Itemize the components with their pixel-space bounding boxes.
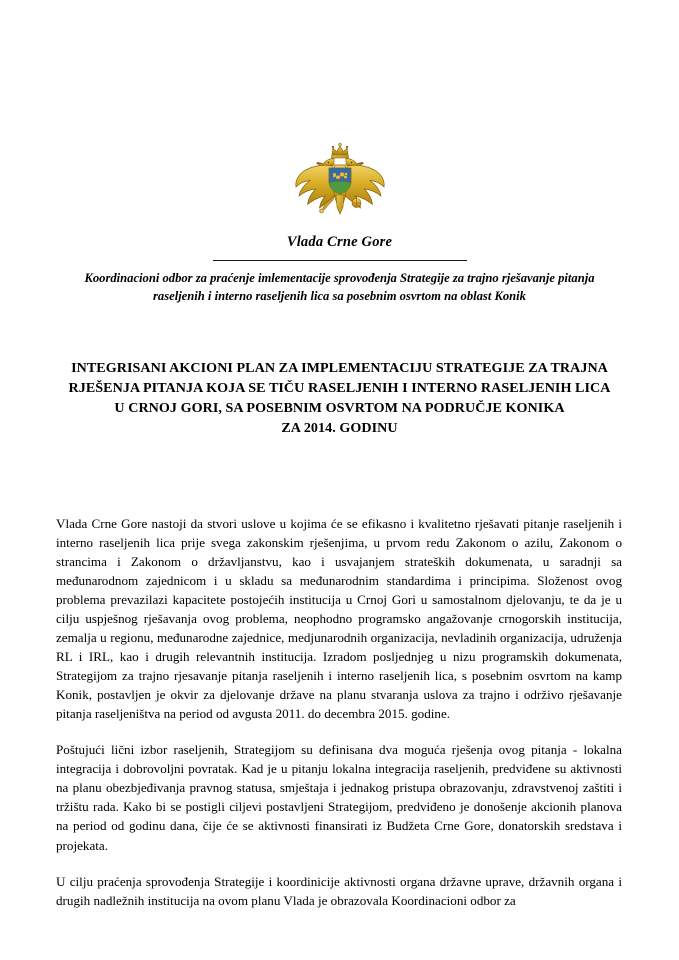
crown-icon xyxy=(331,143,348,158)
title-line: ZA 2014. GODINU xyxy=(281,419,398,436)
paragraph: Vlada Crne Gore nastoji da stvori uslove u kojima će se efikasno i kvalitetno rješavati pitanje raseljenih i interno raseljenih lica prije svega zakonskim rješenjima, u prvom redu Zakonom o azilu, Zakonom o strancima i Zakonom o državljanstvu, kao i usvajanjem strateških dokumenata, u saradnji sa međunarodnom zajednicom i u skladu sa međunarodnim standardima i principima. Složenost ovog problema prevazilazi kapacitete postojećih institucija u Crnoj Gori u samostalnom djelovanju, te da je u cilju uspješnog rješavanja ovog problema, neophodno programsko angažovanje crnogorskih institucija, zemalja u regionu, međunarodne zajednice, medjunarodnih organizacija, nevladinih organizacija, udruženja RL i IRL, kao i drugih relevantnih institucija. Izradom posljednjeg u nizu programskih dokumenata, Strategijom za trajno rjesavanje pitanja raseljenih i interno raseljenih lica, s posebnim osvrtom na kamp Konik, postavljen je okvir za djelovanje države na planu stvaranja uslova za trajno i održivo rješavanje pitanja raseljeništva na period od avgusta 2011. do decembra 2015. godine. xyxy=(56,515,622,722)
government-name: Vlada Crne Gore xyxy=(286,234,393,250)
paragraph: Poštujući lični izbor raseljenih, Strategijom su definisana dva moguća rješenja ovog pitanja - lokalna integracija i dobrovoljni povratak. Kad je u pitanju lokalna integracija raseljenih, predviđene su aktivnosti na planu obezbjeđivanja pravnog statusa, smještaja i jednakog pristupa obrazovanju, zdravstvenoj zaštiti i tržištu rada. Kako bi se postigli ciljevi postavljeni Strategijom, predviđeno je donošenje akcionih planova na period od godinu dana, čije će se aktivnosti finansirati iz Budžeta Crne Gore, donatorskih sredstava i projekata. xyxy=(56,742,622,853)
montenegro-coat-of-arms-icon xyxy=(290,140,390,228)
body-text xyxy=(56,514,622,910)
shield-with-lion xyxy=(329,168,351,194)
paragraph: U cilju praćenja sprovođenja Strategije i koordinicije aktivnosti organa državne uprave, državnih organa i drugih nadležnih institucija na ovom planu Vlada je obrazovala Koordinacioni odbor za xyxy=(56,873,622,908)
title-line: U CRNOJ GORI, SA POSEBNIM OSVRTOM NA PODRUČJE KONIKA xyxy=(114,399,565,416)
committee-subtitle: Koordinacioni odbor za praćenje imlementacije sprovođenja Strategije za trajno rješavanje pitanja raseljenih i interno raseljenih lica sa posebnim osvrtom na oblast Konik xyxy=(84,271,595,303)
title-line: RJEŠENJA PITANJA KOJA SE TIČU RASELJENIH I INTERNO RASELJENIH LICA xyxy=(68,379,611,396)
emblem-block xyxy=(56,0,623,228)
title-line: INTEGRISANI AKCIONI PLAN ZA IMPLEMENTACIJU STRATEGIJE ZA TRAJNA xyxy=(71,359,608,376)
page-title xyxy=(57,358,623,438)
header-divider xyxy=(213,260,467,261)
